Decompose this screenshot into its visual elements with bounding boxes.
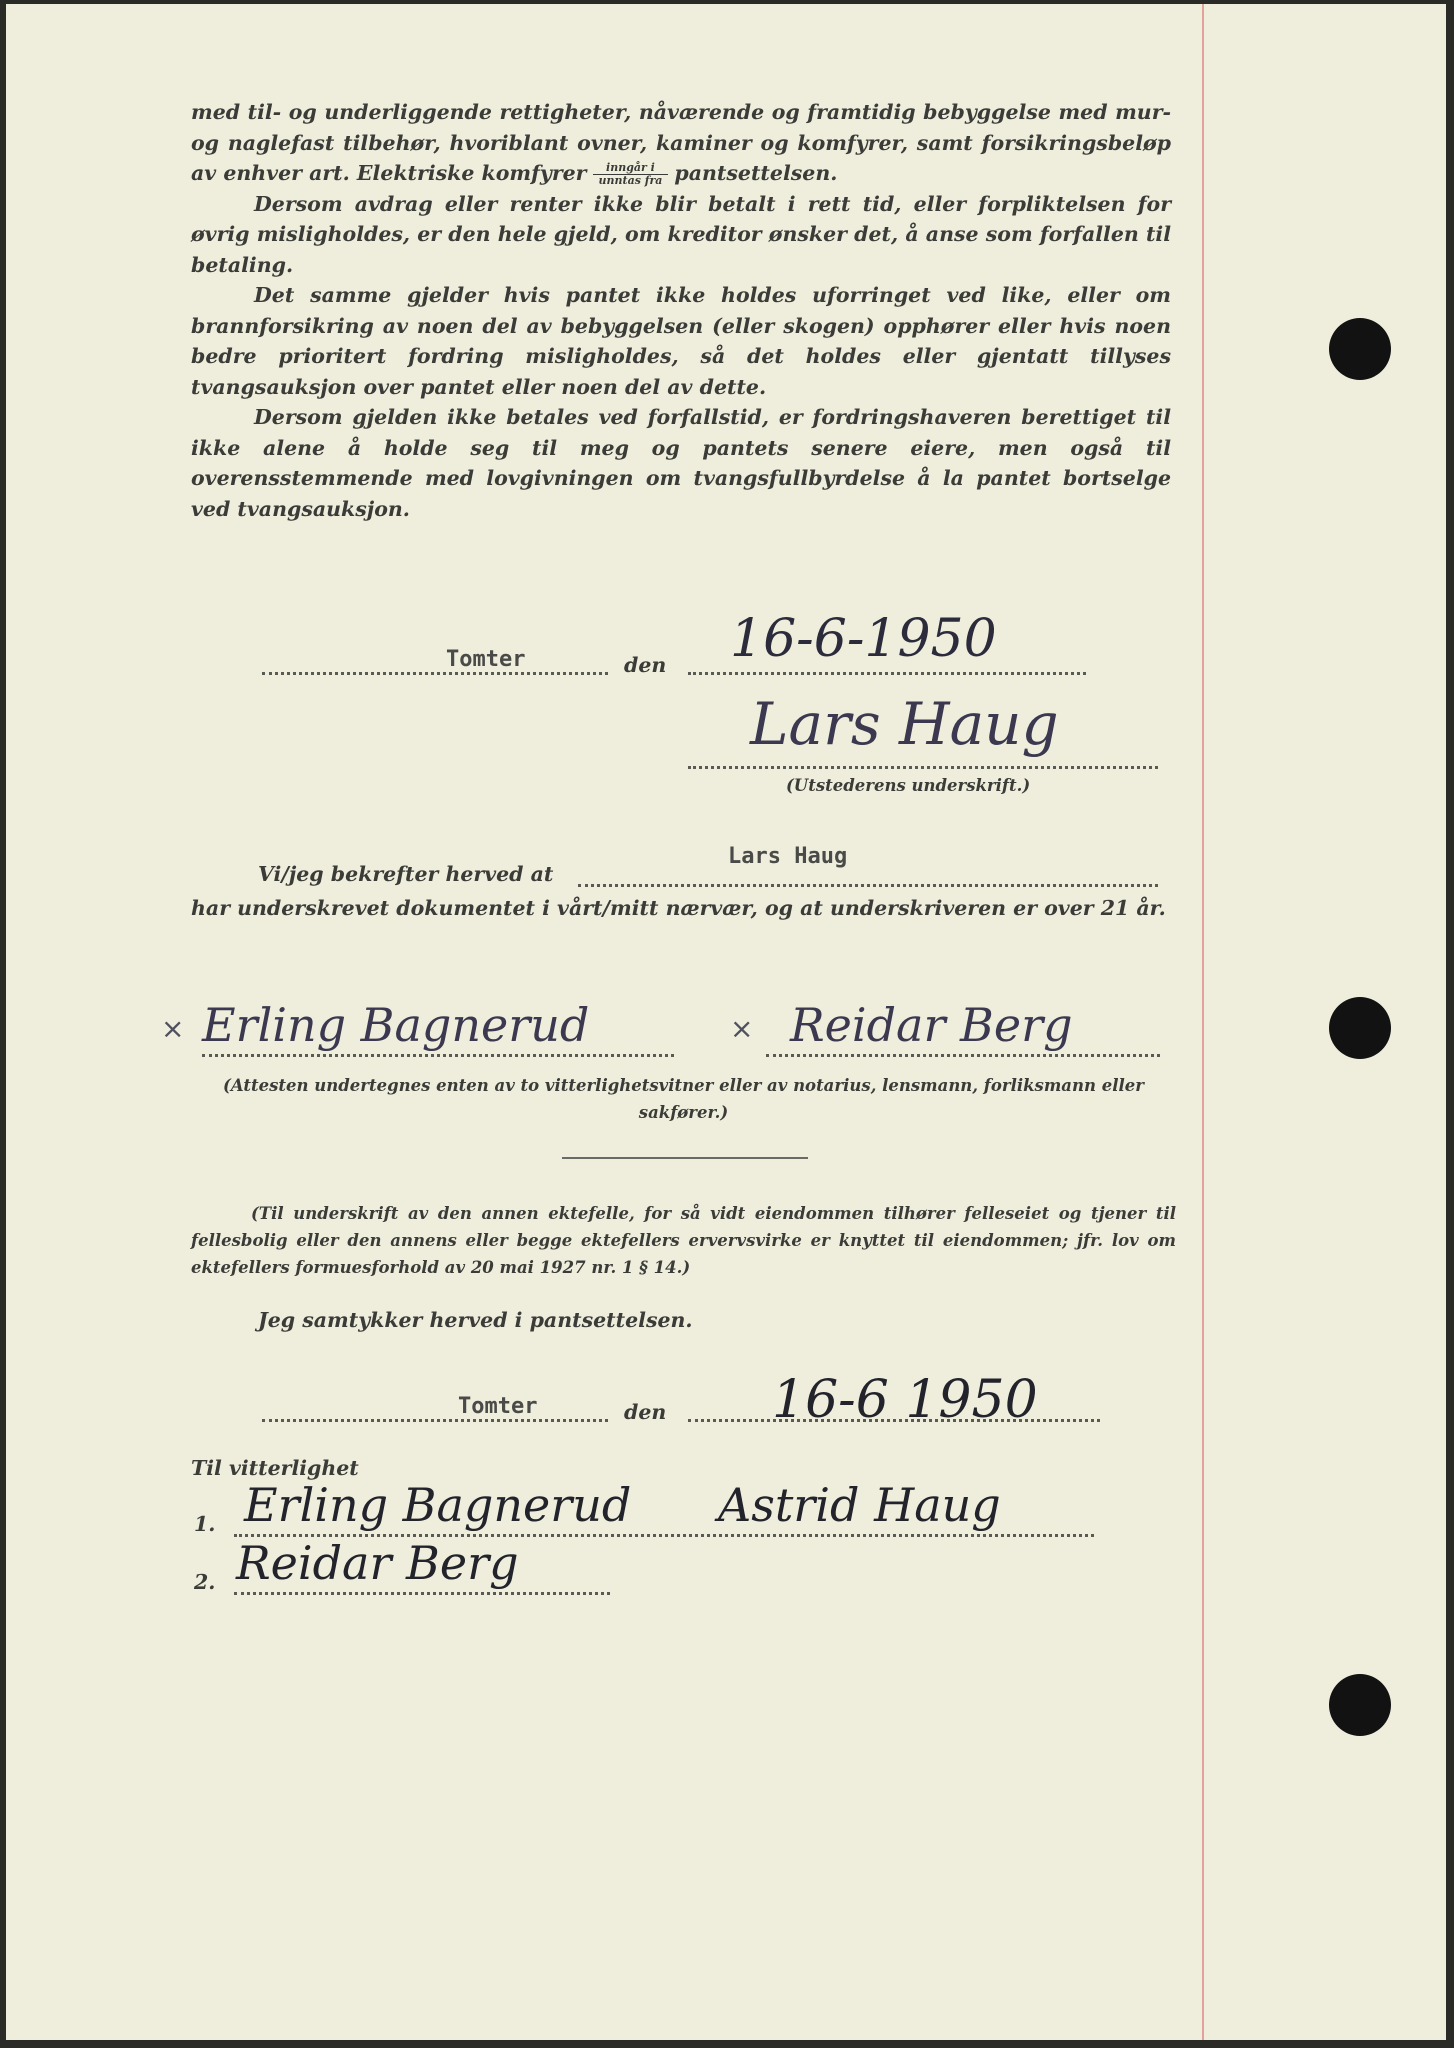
mortgage-terms — [191, 97, 1171, 524]
attest-caption: (Attesten undertegnes enten av to vitterlighetsvitner eller av notarius, lensmann, forliksmann eller sakfører.) — [223, 1076, 1144, 1122]
punch-hole — [1329, 318, 1391, 380]
place-line — [262, 672, 608, 675]
issue-place: Tomter — [446, 647, 526, 672]
terms-paragraph-3: Det samme gjelder hvis pantet ikke holdes uforringet ved like, eller om brannforsikring av noen del av bebyggelsen (eller skogen) opphører eller hvis noen bedre prioritert fordring misligholdes, så det holdes eller gjentatt tillyses tvangsauksjon over pantet eller noen del av dette. — [191, 283, 1171, 399]
witness-1-signature: Erling Bagnerud — [244, 1478, 632, 1532]
consent-date: 16-6 1950 — [772, 1370, 1038, 1430]
spouse-signature: Astrid Haug — [718, 1478, 1001, 1532]
terms-paragraph-4: Dersom gjelden ikke betales ved forfallstid, er fordringshaveren berettiget til ikke alene å holde seg til meg og pantets senere eiere, men også til overensstemmende med lovgivningen om tvangsfullbyrdelse å la pantet bortselge ved tvangsauksjon. — [191, 405, 1171, 521]
cross-mark: × — [730, 1012, 754, 1045]
attested-name: Lars Haug — [728, 844, 848, 869]
document-page — [6, 4, 1446, 2040]
issuer-signature: Lars Haug — [750, 690, 1059, 758]
terms-paragraph-2: Dersom avdrag eller renter ikke blir betalt i rett tid, eller forpliktelsen for øvrig misligholdes, er den hele gjeld, om kreditor ønsker det, å anse som forfallen til betaling. — [191, 191, 1171, 277]
terms-paragraph-1: med til- og underliggende rettigheter, nåværende og framtidig bebyggelse med mur- og naglefast tilbehør, hvoriblant ovner, kaminer og komfyrer, samt forsikringsbeløp av enhver art. Elektriske komfyrer $\frac{\text{inngår i}}{\text{unntas fra}}$ pantsettelsen. — [191, 100, 1171, 187]
punch-hole — [1329, 1674, 1391, 1736]
signature-line — [688, 766, 1158, 769]
section-divider — [562, 1157, 808, 1159]
attest-name-line — [578, 884, 1158, 887]
date-line — [688, 672, 1086, 675]
spouse-note: (Til underskrift av den annen ektefelle, for så vidt eiendommen tilhører felleseiet og tjener til fellesbolig eller den annens eller begge ektefellers ervervsvirke er knyttet til eiendommen; jfr. lov om ektefellers formuesforhold av 20 mai 1927 nr. 1 § 14.) — [191, 1204, 1176, 1277]
signature-caption: (Utstederens underskrift.) — [786, 776, 1031, 795]
punch-hole — [1329, 997, 1391, 1059]
witness-number-2: 2. — [194, 1570, 216, 1594]
option-fraction: $\frac{\text{inngår i}}{\text{unntas fra}}$ — [593, 162, 669, 187]
place-line — [262, 1419, 608, 1422]
cross-mark: × — [161, 1012, 185, 1045]
witness-1-signature: Erling Bagnerud — [202, 998, 590, 1052]
witness-2-signature: Reidar Berg — [790, 998, 1073, 1052]
den-label: den — [624, 653, 667, 677]
consent-place: Tomter — [458, 1394, 538, 1419]
witness-number-1: 1. — [194, 1512, 216, 1536]
consent-statement: Jeg samtykker herved i pantsettelsen. — [258, 1308, 693, 1332]
margin-rule — [1202, 4, 1204, 2040]
attest-intro: Vi/jeg bekrefter herved at — [258, 862, 554, 886]
witness-2-signature: Reidar Berg — [236, 1536, 519, 1590]
witness-line-2 — [234, 1592, 610, 1595]
issue-date: 16-6-1950 — [730, 609, 997, 669]
attest-statement: har underskrevet dokumentet i vårt/mitt nærvær, og at underskriveren er over 21 år. — [191, 896, 1166, 920]
witness-line-1 — [202, 1054, 674, 1057]
witness-line-2 — [766, 1054, 1160, 1057]
den-label: den — [624, 1400, 667, 1424]
witness-heading: Til vitterlighet — [191, 1456, 359, 1480]
